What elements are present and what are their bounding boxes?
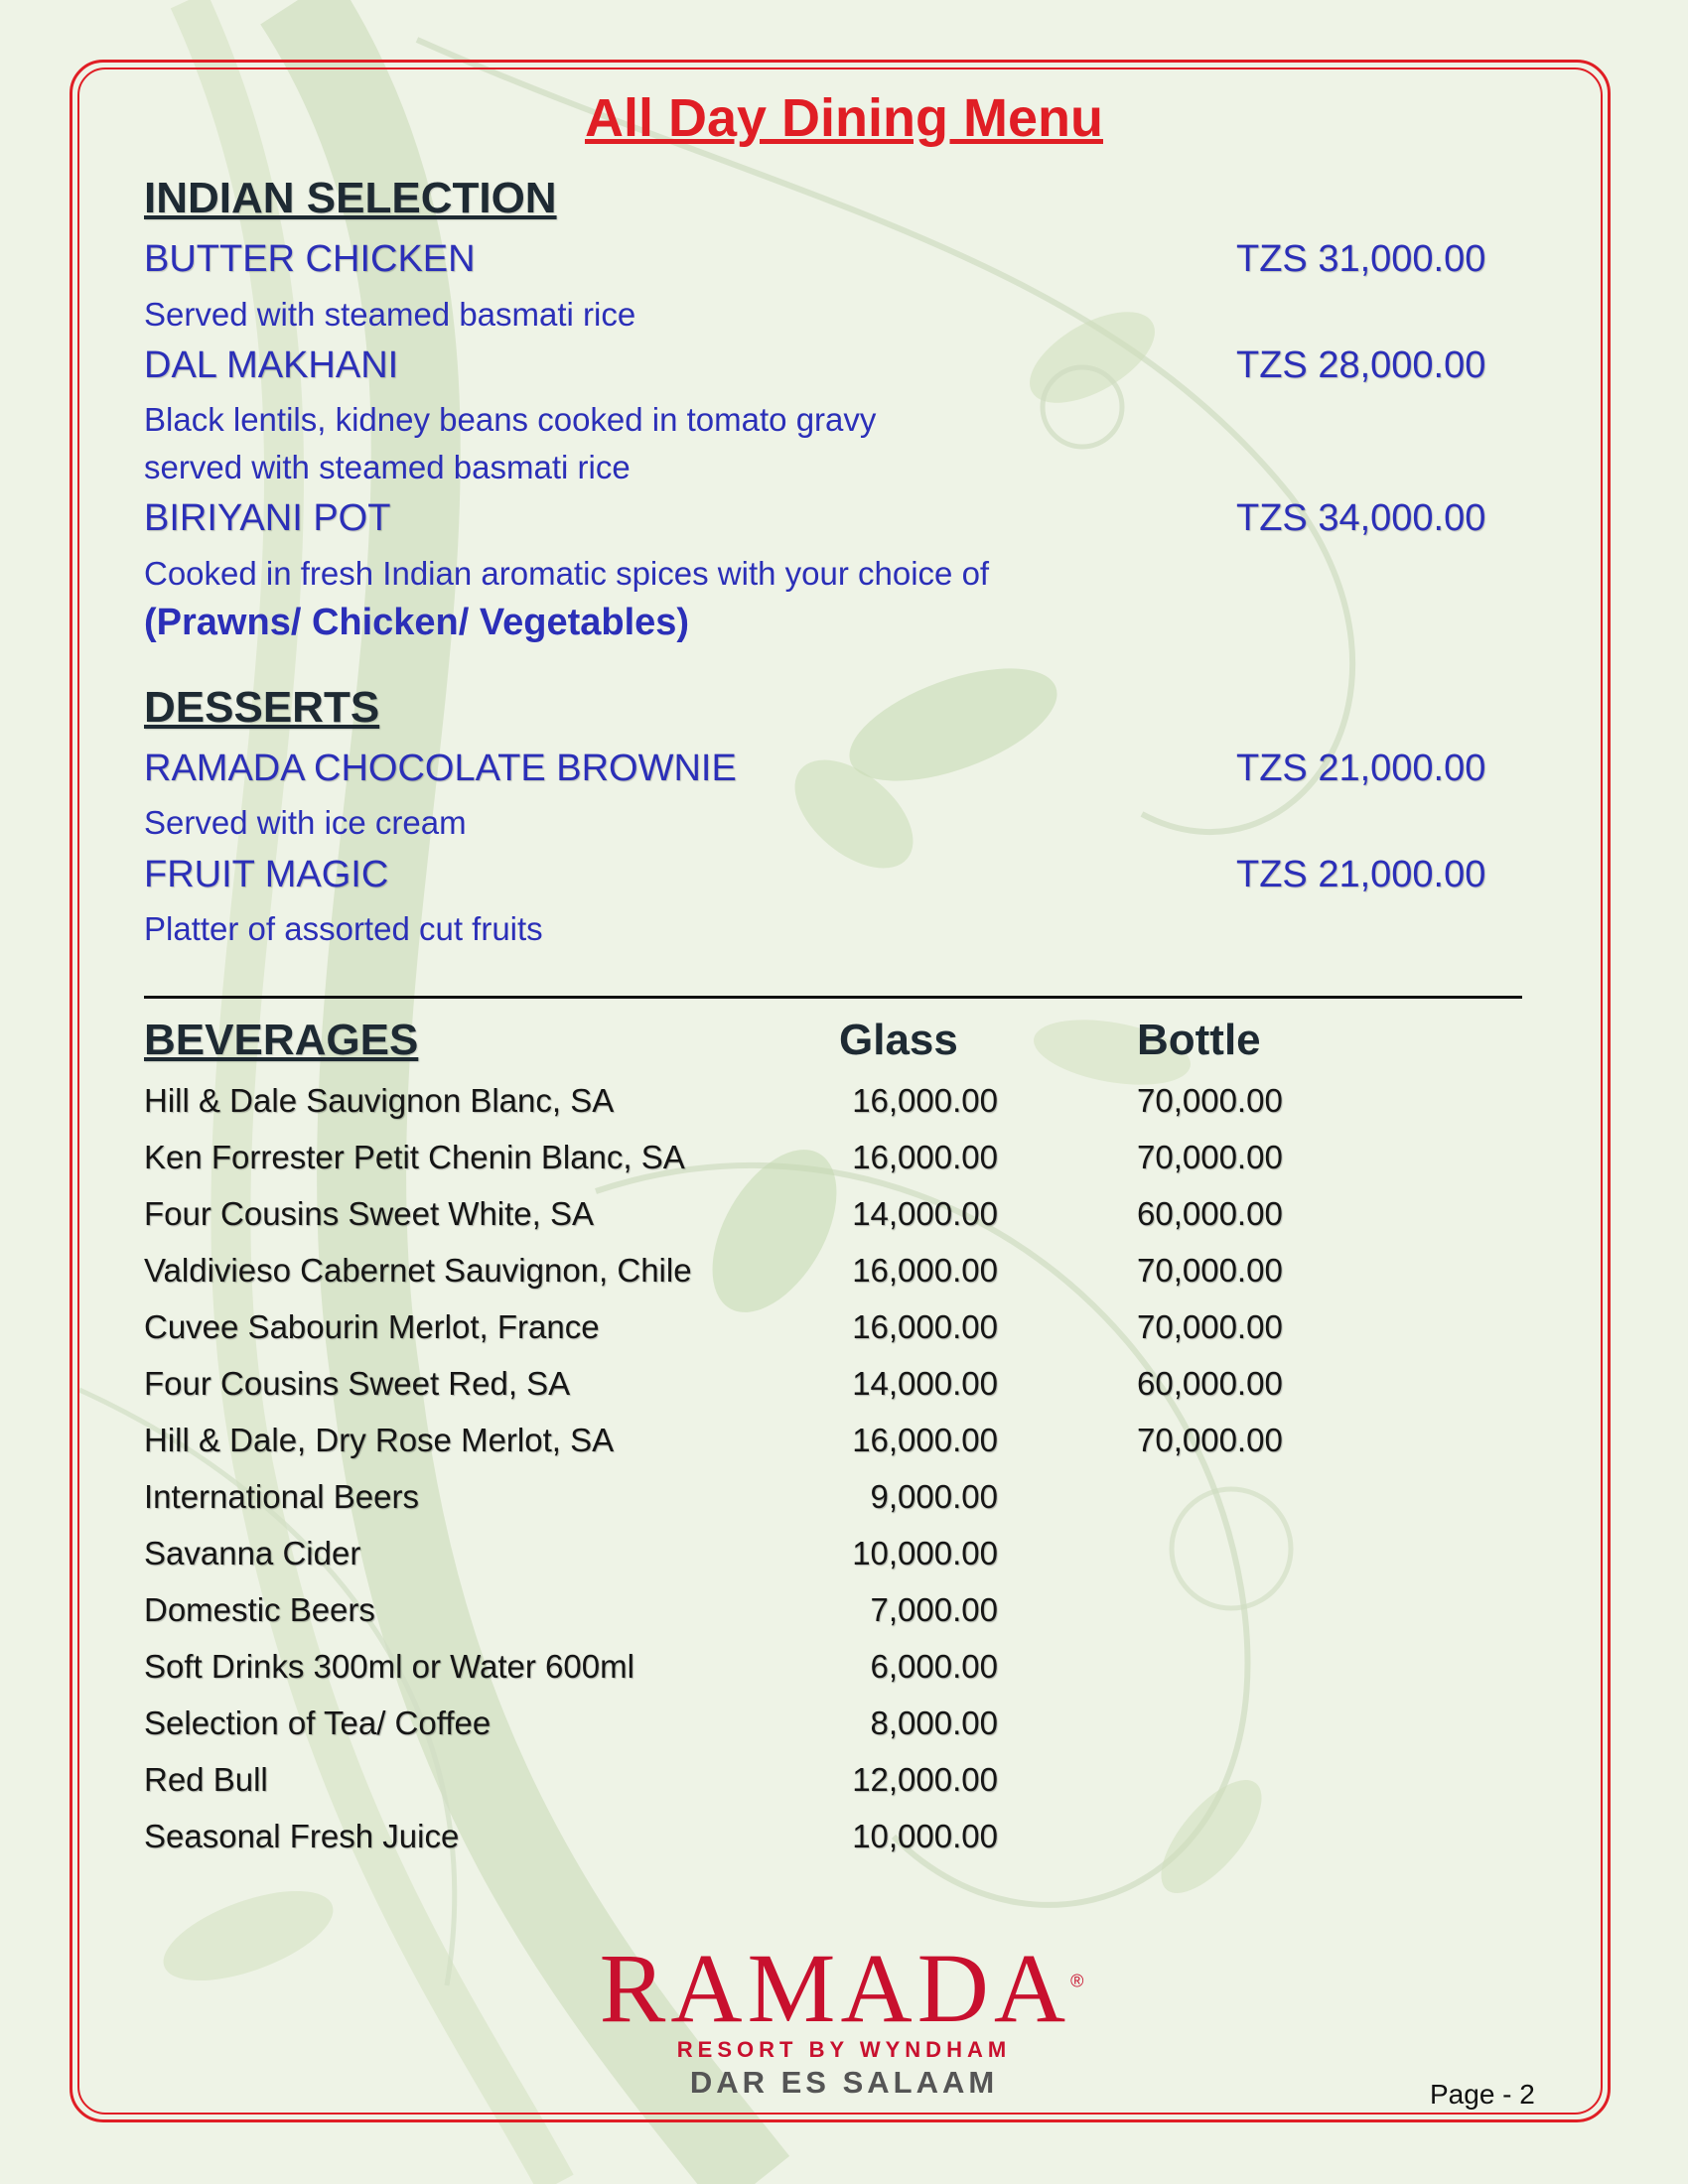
glass-price: 16,000.00 (852, 1308, 998, 1345)
beverage-name: Valdivieso Cabernet Sauvignon, Chile (144, 1252, 692, 1289)
bottle-price: 70,000.00 (1137, 1422, 1283, 1458)
menu-item-name: RAMADA CHOCOLATE BROWNIE (144, 748, 737, 789)
menu-item-description: served with steamed basmati rice (144, 449, 631, 485)
menu-item-description: Cooked in fresh Indian aromatic spices with your choice of (144, 555, 990, 592)
beverage-name: Selection of Tea/ Coffee (144, 1705, 492, 1741)
menu-item-description: Served with ice cream (144, 804, 467, 841)
bottle-price: 70,000.00 (1137, 1308, 1283, 1345)
beverage-name: Red Bull (144, 1761, 268, 1798)
logo-tagline: RESORT BY WYNDHAM (676, 2037, 1012, 2062)
bottle-price: 70,000.00 (1137, 1082, 1283, 1119)
glass-price: 6,000.00 (870, 1648, 998, 1685)
menu-item-price: TZS 28,000.00 (1236, 344, 1486, 386)
page-title: All Day Dining Menu (584, 88, 1104, 148)
beverage-name: Soft Drinks 300ml or Water 600ml (144, 1648, 634, 1685)
bottle-price: 70,000.00 (1137, 1139, 1283, 1175)
glass-price: 14,000.00 (852, 1195, 998, 1232)
glass-price: 16,000.00 (852, 1422, 998, 1458)
page-number: Page - 2 (1430, 2079, 1535, 2110)
glass-price: 16,000.00 (852, 1252, 998, 1289)
logo-brand: RAMADA (599, 1933, 1071, 2043)
menu-item-options: (Prawns/ Chicken/ Vegetables) (144, 602, 690, 643)
beverage-name: Cuvee Sabourin Merlot, France (144, 1308, 600, 1345)
beverage-name: Savanna Cider (144, 1535, 361, 1571)
bottle-column-header: Bottle (1137, 1016, 1261, 1064)
indian-selection-heading: INDIAN SELECTION (144, 174, 557, 222)
menu-item-name: BIRIYANI POT (144, 497, 391, 539)
glass-column-header: Glass (839, 1016, 958, 1064)
menu-item-price: TZS 21,000.00 (1236, 854, 1486, 895)
menu-item-price: TZS 34,000.00 (1236, 497, 1486, 539)
beverage-name: Domestic Beers (144, 1591, 375, 1628)
glass-price: 12,000.00 (852, 1761, 998, 1798)
menu-item-description: Black lentils, kidney beans cooked in tomato gravy (144, 401, 877, 438)
ramada-logo (0, 1931, 1688, 2045)
glass-price: 7,000.00 (870, 1591, 998, 1628)
glass-price: 16,000.00 (852, 1082, 998, 1119)
glass-price: 10,000.00 (852, 1818, 998, 1854)
beverage-name: Seasonal Fresh Juice (144, 1818, 460, 1854)
menu-item-name: BUTTER CHICKEN (144, 238, 476, 280)
beverage-name: International Beers (144, 1478, 420, 1515)
beverage-name: Four Cousins Sweet Red, SA (144, 1365, 571, 1402)
beverages-heading: BEVERAGES (144, 1016, 419, 1064)
bottle-price: 60,000.00 (1137, 1195, 1283, 1232)
menu-item-name: DAL MAKHANI (144, 344, 399, 386)
beverage-name: Ken Forrester Petit Chenin Blanc, SA (144, 1139, 685, 1175)
menu-item-description: Platter of assorted cut fruits (144, 910, 543, 947)
menu-item-price: TZS 31,000.00 (1236, 238, 1486, 280)
menu-item-name: FRUIT MAGIC (144, 854, 389, 895)
glass-price: 8,000.00 (870, 1705, 998, 1741)
desserts-heading: DESSERTS (144, 683, 380, 732)
glass-price: 16,000.00 (852, 1139, 998, 1175)
bottle-price: 70,000.00 (1137, 1252, 1283, 1289)
menu-item-price: TZS 21,000.00 (1236, 748, 1486, 789)
section-divider (144, 996, 1522, 999)
beverage-name: Hill & Dale, Dry Rose Merlot, SA (144, 1422, 615, 1458)
glass-price: 14,000.00 (852, 1365, 998, 1402)
menu-item-description: Served with steamed basmati rice (144, 296, 636, 333)
glass-price: 10,000.00 (852, 1535, 998, 1571)
glass-price: 9,000.00 (870, 1478, 998, 1515)
beverage-name: Four Cousins Sweet White, SA (144, 1195, 595, 1232)
bottle-price: 60,000.00 (1137, 1365, 1283, 1402)
logo-city: DAR ES SALAAM (689, 2065, 999, 2100)
registered-mark: ® (1070, 1971, 1089, 1991)
beverage-name: Hill & Dale Sauvignon Blanc, SA (144, 1082, 615, 1119)
